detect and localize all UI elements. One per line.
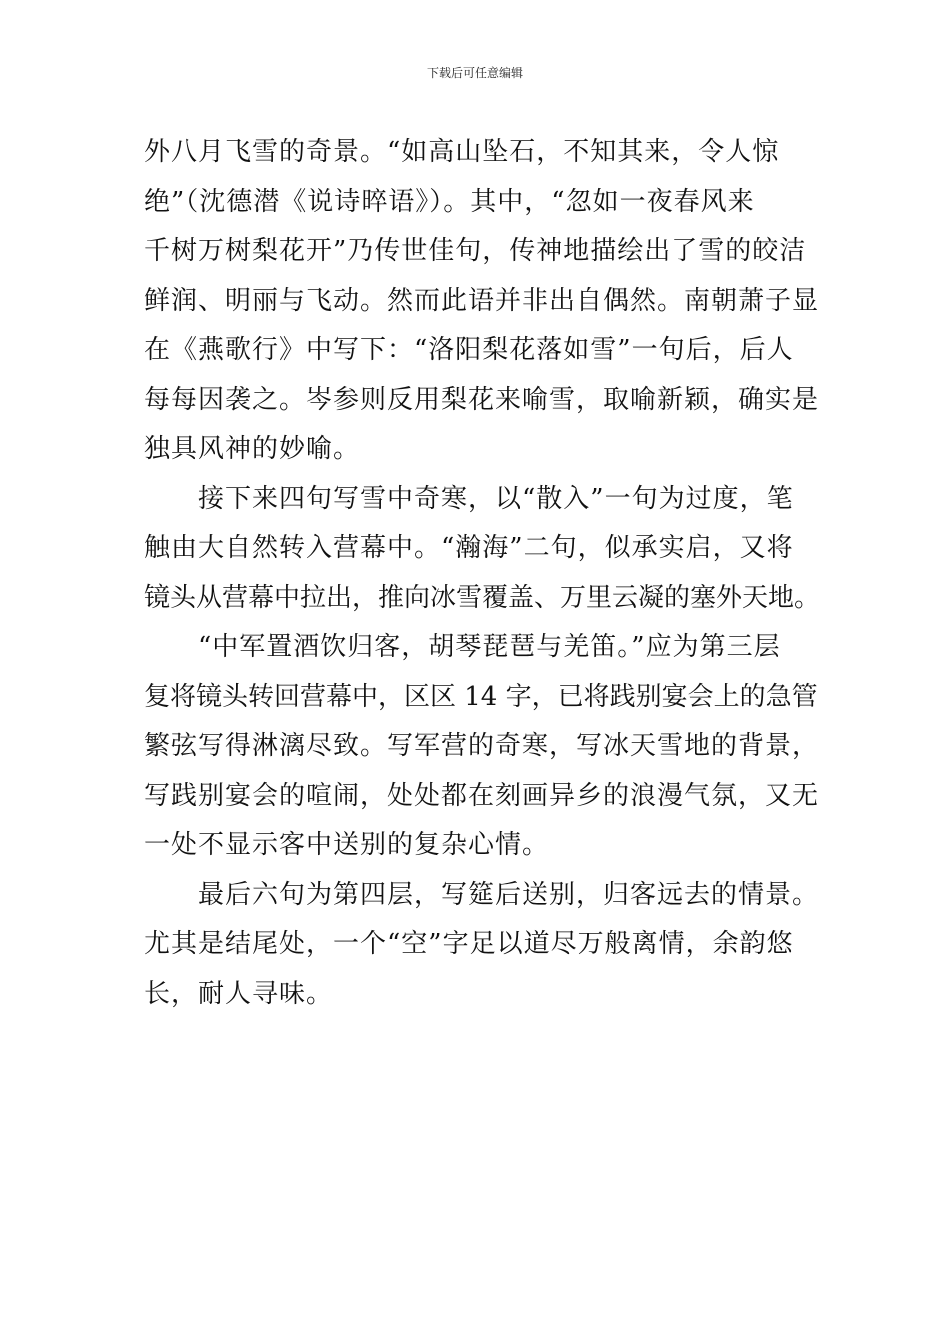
paragraph-first-line: 最后六句为第四层，写筵后送别，归客远去的情景。 [198,879,820,910]
body-text [144,128,821,1019]
text-line: 绝”（沈德潜《说诗晬语》）。其中，“忽如一夜春风来 [144,186,755,217]
text-line: 千树万树梨花开”乃传世佳句，传神地描绘出了雪的皎洁 [144,236,807,266]
page-header: 下载后可任意编辑 [426,66,523,80]
text-line: 在《燕歌行》中写下：“洛阳梨花落如雪”一句后，后人 [144,335,794,365]
text-line: 繁弦写得淋漓尽致。写军营的奇寒，写冰天雪地的背景， [144,731,820,761]
text-line: 外八月飞雪的奇景。“如高山坠石，不知其来，令人惊 [144,137,780,167]
text-line: 独具风神的妙喻。 [144,434,361,464]
text-line: 长，耐人寻味。 [144,978,334,1009]
paragraph-first-line: 接下来四句写雪中奇寒，以“散入”一句为过度，笔 [198,483,794,514]
text-line: 鲜润、明丽与飞动。然而此语并非出自偶然。南朝萧子显 [144,285,820,316]
text-line: 每每因袭之。岑参则反用梨花来喻雪，取喻新颖，确实是 [144,384,820,415]
text-line: 复将镜头转回营幕中，区区 14 字，已将践别宴会上的急管 [144,681,818,712]
text-line: 尤其是结尾处，一个“空”字足以道尽万般离情，余韵悠 [144,929,794,959]
paragraph-first-line: “中军置酒饮归客，胡琴琵琶与羌笛。”应为第三层 [198,632,781,662]
text-line: 镜头从营幕中拉出，推向冰雪覆盖、万里云凝的塞外天地。 [144,582,821,613]
text-line: 触由大自然转入营幕中。“瀚海”二句，似承实启，又将 [144,533,794,563]
text-line: 写践别宴会的喧闹，处处都在刻画异乡的浪漫气氛，又无 [144,780,820,811]
text-line: 一处不显示客中送别的复杂心情。 [144,830,550,860]
